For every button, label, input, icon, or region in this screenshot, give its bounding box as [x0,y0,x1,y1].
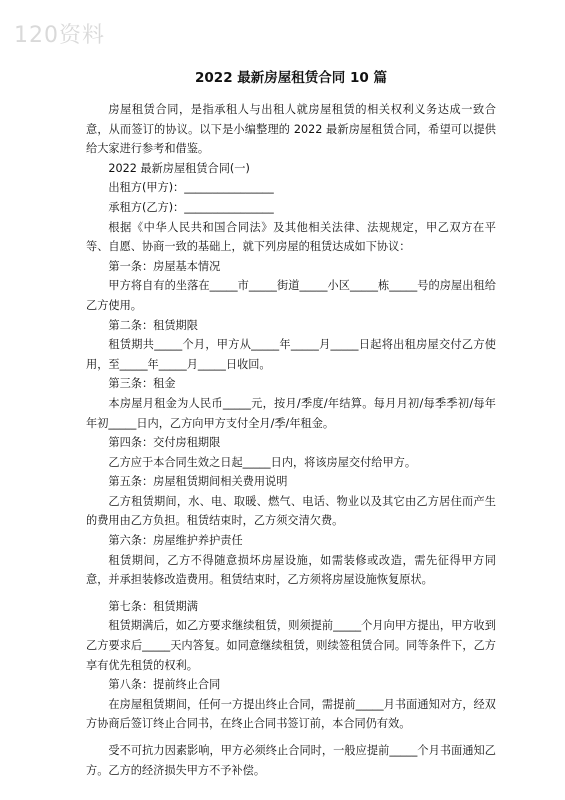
clause-1-heading: 第一条：房屋基本情况 [108,259,221,273]
clause-7-body: 租赁期满后，如乙方要求继续租赁，则须提前_____个月向甲方提出，甲方收到乙方要求后_____天内答复。如同意继续租赁，则续签租赁合同。同等条件下，乙方享有优先租赁的权利。 [86,619,496,672]
clause-6-heading: 第六条：房屋维护养护责任 [108,534,243,548]
document-title: 2022 最新房屋租赁合同 10 篇 [195,70,387,86]
clause-8-force-majeure: 受不可抗力因素影响，甲方必须终止合同时，一般应提前_____个月书面通知乙方。乙方的经济损失甲方不予补偿。 [86,744,496,777]
clause-2-heading: 第二条：租赁期限 [108,318,198,332]
paragraph-preamble: 根据《中华人民共和国合同法》及其他相关法律、法规规定，甲乙双方在平等、自愿、协商一致的基础上，就下列房屋的租赁达成如下协议： [86,220,496,254]
paragraph-contract-heading: 2022 最新房屋租赁合同(一) [108,161,250,175]
clause-8-body: 在房屋租赁期间，任何一方提出终止合同，需提前_____月书面通知对方，经双方协商后签订终止合同书，在终止合同书签订前，本合同仍有效。 [86,697,496,731]
clause-2-body: 租赁期共_____个月，甲方从_____年_____月_____日起将出租房屋交付乙方使用，至_____年_____月_____日收回。 [86,338,496,371]
clause-1-body: 甲方将自有的坐落在_____市_____街道_____小区_____栋_____号的房屋出租给乙方使用。 [86,279,496,312]
clause-4-heading: 第四条：交付房租期限 [108,436,221,450]
watermark-logo: 120资料 [14,23,105,48]
clause-6-body: 租赁期间，乙方不得随意损坏房屋设施，如需装修或改造，需先征得甲方同意，并承担装修改造费用。租赁结束时，乙方须将房屋设施恢复原状。 [86,553,496,587]
clause-3-body: 本房屋月租金为人民币_____元，按月/季度/年结算。每月月初/每季季初/每年年初_____日内，乙方向甲方支付全月/季/年租金。 [86,396,496,430]
clause-5-body: 乙方租赁期间，水、电、取暖、燃气、电话、物业以及其它由乙方居住而产生的费用由乙方负担。租赁结束时，乙方须交清欠费。 [86,494,496,528]
clause-5-heading: 第五条：房屋租赁期间相关费用说明 [108,475,288,489]
clause-4-body: 乙方应于本合同生效之日起_____日内，将该房屋交付给甲方。 [108,455,417,469]
paragraph-lessee: 承租方(乙方)：________________ [108,200,274,214]
paragraph-lessor: 出租方(甲方)：________________ [108,181,274,195]
clause-7-heading: 第七条：租赁期满 [108,599,198,613]
clause-8-heading: 第八条：提前终止合同 [108,678,221,692]
document-page [86,66,496,780]
paragraph-intro: 房屋租赁合同，是指承租人与出租人就房屋租赁的相关权利义务达成一致合意，从而签订的协议。以下是小编整理的 2022 最新房屋租赁合同，希望可以提供给大家进行参考和借鉴。 [86,103,496,156]
clause-3-heading: 第三条：租金 [108,377,176,391]
